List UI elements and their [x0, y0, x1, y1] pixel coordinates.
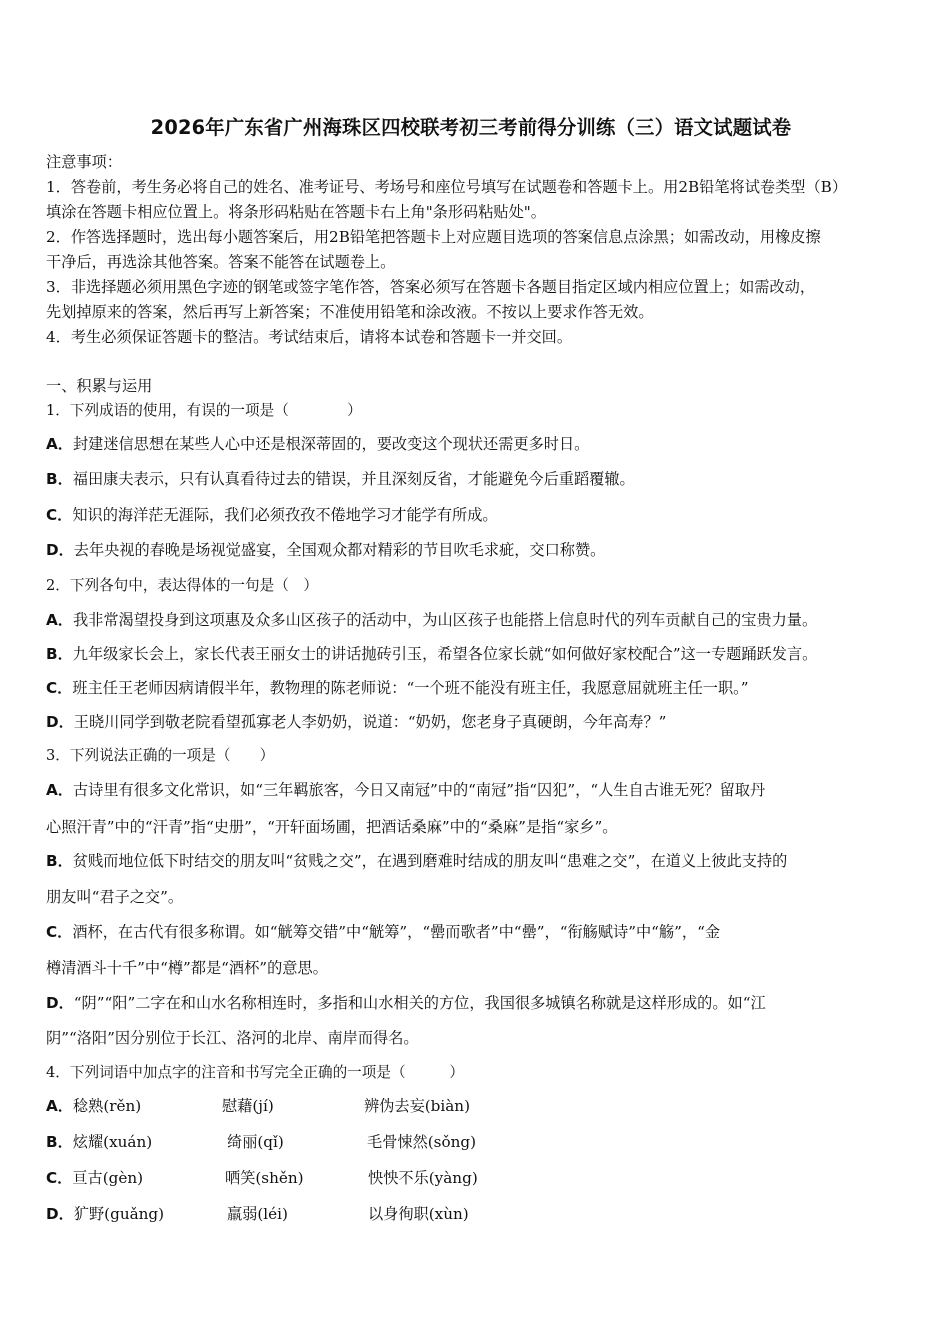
q2-option-d: D．王晓川同学到敬老院看望孤寡老人李奶奶，说道：“奶奶，您老身子真硬朗，今年高寿？”	[46, 713, 667, 731]
q3-option-d: D．“阴”“阳”二字在和山水名称相连时，多指和山水相关的方位，我国很多城镇名称就是这样形成的。如“江	[46, 994, 766, 1012]
q1-option-d: D．去年央视的春晚是场视觉盛宴，全国观众都对精彩的节目吹毛求疵，交口称赞。	[46, 541, 606, 559]
notice-line: 2．作答选择题时，选出每小题答案后，用2B铅笔把答题卡上对应题目选项的答案信息点涂黑；如需改动，用橡皮擦	[46, 228, 821, 246]
q4-option-c-word3: 怏怏不乐(yàng)	[368, 1169, 478, 1187]
notice-line: 先划掉原来的答案，然后再写上新答案；不准使用铅笔和涂改液。不按以上要求作答无效。	[46, 303, 654, 321]
q4-option-b-word2: 绮丽(qǐ)	[227, 1133, 284, 1151]
q3-option-d-cont: 阴”“洛阳”因分别位于长江、洛河的北岸、南岸而得名。	[46, 1029, 419, 1047]
q4-option-d-word3: 以身徇职(xùn)	[368, 1205, 469, 1223]
notice-line: 1．答卷前，考生务必将自己的姓名、准考证号、考场号和座位号填写在试题卷和答题卡上。用2B铅笔将试卷类型（B）	[46, 178, 848, 196]
q3-option-b: B．贫贱而地位低下时结交的朋友叫“贫贱之交”，在遇到磨难时结成的朋友叫“患难之交”，在道义上彼此支持的	[46, 852, 788, 870]
q2-option-c: C．班主任王老师因病请假半年，教物理的陈老师说：“一个班不能没有班主任，我愿意屈就班主任一职。”	[46, 679, 749, 697]
q3-option-a-cont: 心照汗青”中的“汗青”指“史册”，“开轩面场圃，把酒话桑麻”中的“桑麻”是指“家乡”。	[46, 818, 618, 836]
notice-line: 干净后，再选涂其他答案。答案不能答在试题卷上。	[46, 253, 396, 271]
question-4-stem: 4．下列词语中加点字的注音和书写完全正确的一项是（ ）	[46, 1064, 464, 1081]
question-3-stem: 3．下列说法正确的一项是（ ）	[46, 747, 275, 764]
notice-line: 4．考生必须保证答题卡的整洁。考试结束后，请将本试卷和答题卡一并交回。	[46, 328, 573, 346]
notice-line: 填涂在答题卡相应位置上。将条形码粘贴在答题卡右上角"条形码粘贴处"。	[46, 203, 546, 221]
q4-option-b-word3: 毛骨悚然(sǒng)	[367, 1133, 477, 1151]
q1-option-c: C．知识的海洋茫无涯际，我们必须孜孜不倦地学习才能学有所成。	[46, 506, 498, 524]
q3-option-c: C．酒杯，在古代有很多称谓。如“觥筹交错”中“觥筹”，“罍而歌者”中“罍”，“衔觞赋诗”中“觞”，“金	[46, 923, 721, 941]
q4-option-c-word2: 哂笑(shěn)	[225, 1169, 304, 1187]
notice-line: 3．非选择题必须用黑色字迹的钢笔或签字笔作答，答案必须写在答题卡各题目指定区域内相应位置上；如需改动，	[46, 278, 816, 296]
q1-option-b: B．福田康夫表示，只有认真看待过去的错误，并且深刻反省，才能避免今后重蹈覆辙。	[46, 470, 635, 488]
q3-option-c-cont: 樽清酒斗十千”中“樽”都是“酒杯”的意思。	[46, 959, 328, 977]
q2-option-b: B．九年级家长会上，家长代表王丽女士的讲话抛砖引玉，希望各位家长就“如何做好家校配合”这一专题踊跃发言。	[46, 645, 818, 663]
q4-option-d: D．犷野(guǎng)	[46, 1205, 165, 1223]
notice-heading: 注意事项：	[46, 153, 122, 171]
q3-option-b-cont: 朋友叫“君子之交”。	[46, 888, 184, 906]
section-heading: 一、积累与运用	[46, 377, 153, 395]
q4-option-a: A．稔熟(rěn)	[46, 1097, 142, 1115]
q4-option-a-word2: 慰藉(jí)	[222, 1097, 274, 1115]
q4-option-c: C．亘古(gèn)	[46, 1169, 144, 1187]
q4-option-a-word3: 辨伪去妄(biàn)	[364, 1097, 471, 1115]
q3-option-a: A．古诗里有很多文化常识，如“三年羁旅客，今日又南冠”中的“南冠”指“囚犯”，“人生自古谁无死？留取丹	[46, 781, 766, 799]
q4-option-b: B．炫耀(xuán)	[46, 1133, 153, 1151]
question-2-stem: 2．下列各句中，表达得体的一句是（ ）	[46, 577, 318, 594]
q4-option-d-word2: 羸弱(léi)	[227, 1205, 288, 1223]
q1-option-a: A．封建迷信思想在某些人心中还是根深蒂固的，要改变这个现状还需更多时日。	[46, 435, 590, 453]
page-title: 2026年广东省广州海珠区四校联考初三考前得分训练（三）语文试题试卷	[150, 116, 792, 139]
q2-option-a: A．我非常渴望投身到这项惠及众多山区孩子的活动中，为山区孩子也能搭上信息时代的列车贡献自己的宝贵力量。	[46, 611, 818, 629]
question-1-stem: 1．下列成语的使用，有误的一项是（ ）	[46, 402, 362, 419]
